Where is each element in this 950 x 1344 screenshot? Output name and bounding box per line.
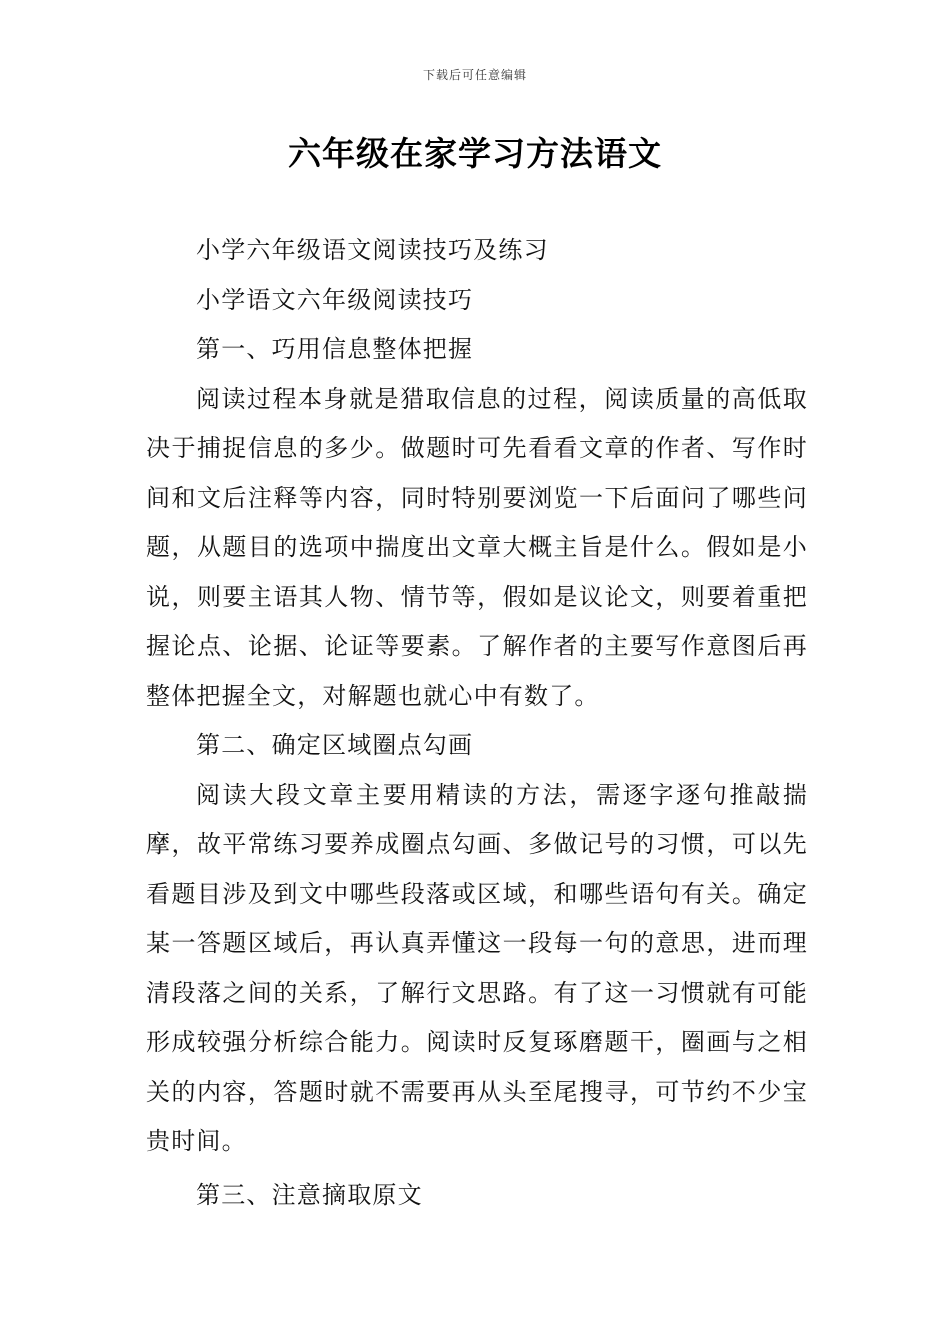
paragraph-section-1: 阅读过程本身就是猎取信息的过程，阅读质量的高低取决于捕捉信息的多少。做题时可先看看文章的作者、写作时间和文后注释等内容，同时特别要浏览一下后面问了哪些问题，从题目的选项中揣度出文章大概主旨是什么。假如是小说，则要主语其人物、情节等，假如是议论文，则要着重把握论点、论据、论证等要素。了解作者的主要写作意图后再整体把握全文，对解题也就心中有数了。 bbox=[146, 384, 808, 710]
section-heading-3: 第三、注意摘取原文 bbox=[196, 1180, 423, 1209]
paragraph-heading-main: 小学六年级语文阅读技巧及练习 bbox=[196, 236, 549, 264]
document-body bbox=[146, 226, 808, 1220]
section-heading-1: 第一、巧用信息整体把握 bbox=[196, 335, 474, 363]
header-note: 下载后可任意编辑 bbox=[422, 68, 527, 82]
document-title: 六年级在家学习方法语文 bbox=[288, 134, 662, 173]
paragraph-section-2: 阅读大段文章主要用精读的方法，需逐字逐句推敲揣摩，故平常练习要养成圈点勾画、多做记号的习惯，可以先看题目涉及到文中哪些段落或区域，和哪些语句有关。确定某一答题区域后，再认真弄懂这一段每一句的意思，进而理清段落之间的关系，了解行文思路。有了这一习惯就有可能形成较强分析综合能力。阅读时反复琢磨题干，圈画与之相关的内容，答题时就不需要再从头至尾搜寻，可节约不少宝贵时间。 bbox=[146, 780, 808, 1155]
paragraph-subheading: 小学语文六年级阅读技巧 bbox=[196, 285, 474, 314]
section-heading-2: 第二、确定区域圈点勾画 bbox=[196, 731, 474, 759]
